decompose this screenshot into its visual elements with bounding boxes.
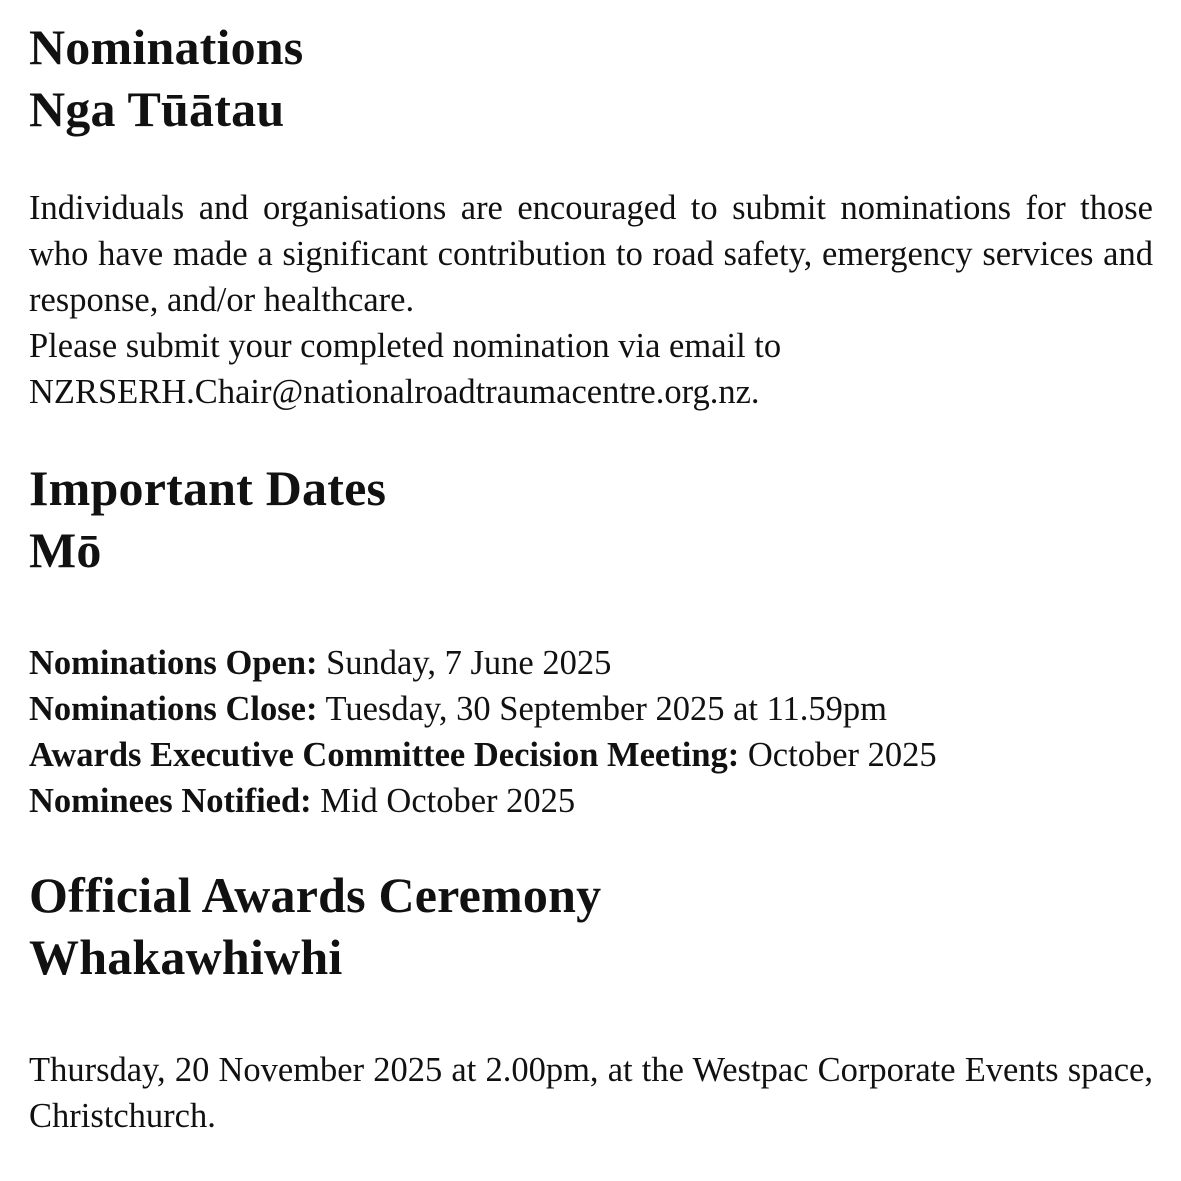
important-dates-heading xyxy=(29,457,1153,581)
ceremony-heading-maori: Whakawhiwhi xyxy=(29,929,343,985)
date-value: October 2025 xyxy=(747,736,937,774)
date-value: Tuesday, 30 September 2025 at 11.59pm xyxy=(325,690,888,728)
nominations-intro xyxy=(29,185,1153,415)
nominations-submit-line: Please submit your completed nomination via email to xyxy=(29,327,782,365)
date-value: Sunday, 7 June 2025 xyxy=(326,644,612,682)
ceremony-details: Thursday, 20 November 2025 at 2.00pm, at the Westpac Corporate Events space, Christchurch. xyxy=(29,1051,1153,1135)
important-dates-heading-english: Important Dates xyxy=(29,460,387,516)
ceremony-heading-english: Official Awards Ceremony xyxy=(29,867,602,923)
date-item-nominations-close xyxy=(29,686,1153,732)
nominations-heading-english: Nominations xyxy=(29,19,304,75)
important-dates-list xyxy=(29,640,1153,824)
date-label: Nominations Close: xyxy=(29,690,318,728)
date-label: Awards Executive Committee Decision Meeting: xyxy=(29,736,740,774)
date-item-nominations-open xyxy=(29,640,1153,686)
date-label: Nominations Open: xyxy=(29,644,318,682)
important-dates-heading-maori: Mō xyxy=(29,522,102,578)
date-item-committee-meeting xyxy=(29,732,1153,778)
nominations-intro-text: Individuals and organisations are encouraged to submit nominations for those who have made a significant contribution to road safety, emergency services and response, and/or healthcare. xyxy=(29,189,1153,319)
nominations-email[interactable]: NZRSERH.Chair@nationalroadtraumacentre.org.nz. xyxy=(29,373,760,411)
ceremony-heading xyxy=(29,864,1153,988)
nominations-heading xyxy=(29,16,1153,140)
document-page xyxy=(29,16,1153,1139)
nominations-heading-maori: Nga Tūātau xyxy=(29,81,285,137)
date-label: Nominees Notified: xyxy=(29,782,312,820)
date-item-nominees-notified xyxy=(29,778,1153,824)
date-value: Mid October 2025 xyxy=(320,782,576,820)
